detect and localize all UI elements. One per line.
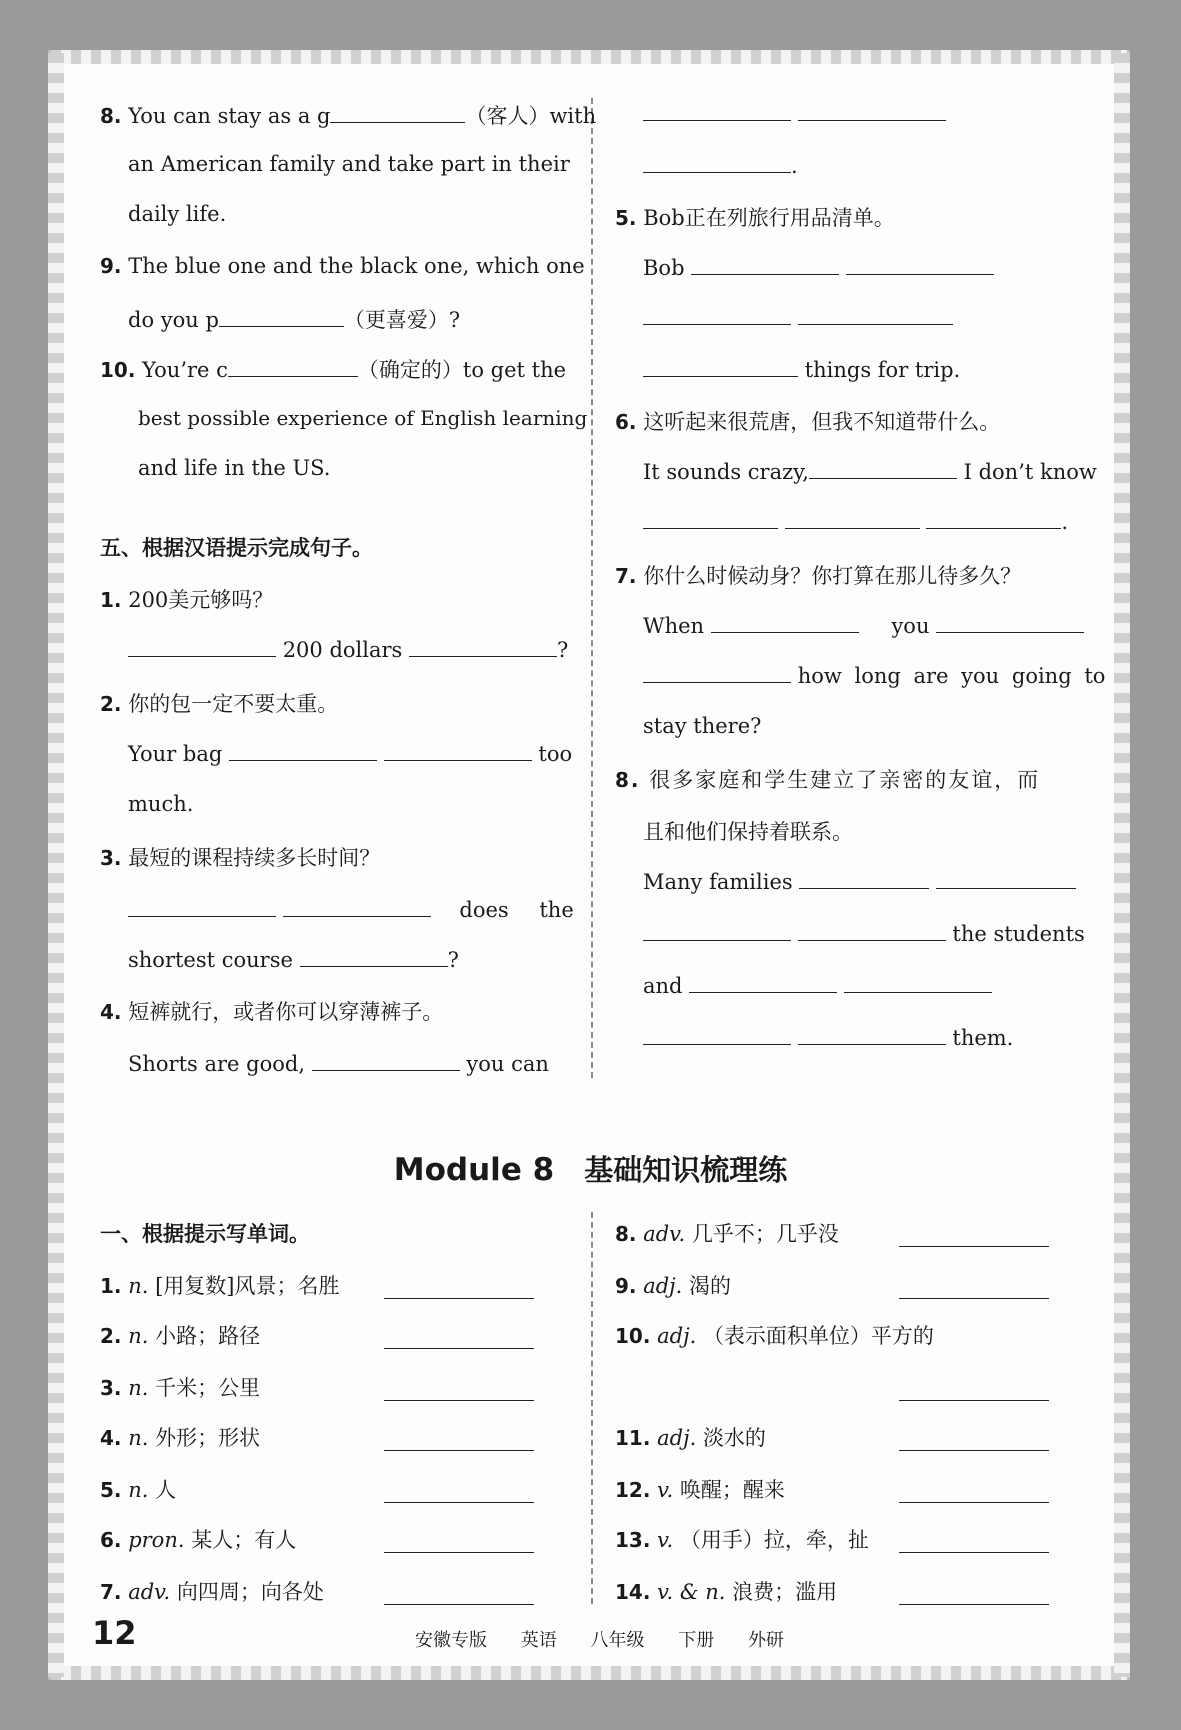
part-of-speech: adv. <box>636 1222 692 1246</box>
answer-blank[interactable] <box>128 636 276 657</box>
answer-blank[interactable] <box>229 740 377 761</box>
vocab-number: 9. <box>615 1274 637 1298</box>
vocab-item <box>615 1270 731 1300</box>
vocab-item <box>615 1218 839 1248</box>
answer-blank[interactable] <box>799 868 929 889</box>
answer-blank[interactable] <box>643 508 778 529</box>
sentence-4-continued <box>643 100 946 126</box>
column-divider-bottom <box>591 1212 593 1604</box>
answer-blank[interactable] <box>643 1024 791 1045</box>
answer-blank[interactable] <box>691 254 839 275</box>
part-of-speech: v. <box>650 1478 680 1502</box>
answer-blank[interactable] <box>926 508 1061 529</box>
question-10: 10. You’re c （确定的）to get the <box>100 358 567 382</box>
footer-info: 安徽专版 英语 八年级 下册 外研 <box>415 1630 784 1651</box>
vocab-meaning: 外形；形状 <box>155 1426 261 1450</box>
answer-blank[interactable] <box>899 1604 1049 1605</box>
question-10-line2: best possible experience of English learning <box>138 406 588 430</box>
sentence-5-line2 <box>643 304 953 330</box>
vocab-meaning: 某人；有人 <box>191 1528 297 1552</box>
vocab-item <box>100 1372 260 1402</box>
part-of-speech: v. <box>650 1528 680 1552</box>
decorative-border-left <box>48 53 64 1677</box>
answer-blank[interactable] <box>844 972 992 993</box>
answer-blank[interactable] <box>798 1024 946 1045</box>
answer-blank[interactable] <box>899 1246 1049 1247</box>
answer-blank[interactable] <box>409 636 557 657</box>
vocab-meaning: 淡水的 <box>702 1426 766 1450</box>
answer-blank[interactable] <box>384 1450 534 1451</box>
answer-blank[interactable] <box>899 1400 1049 1401</box>
sentence-6-answer: It sounds crazy, I don’t know <box>643 460 1097 484</box>
vocab-item <box>100 1320 260 1350</box>
vocab-item <box>100 1270 339 1300</box>
answer-blank[interactable] <box>936 868 1076 889</box>
column-divider-top <box>591 98 593 1078</box>
answer-blank[interactable] <box>228 356 358 377</box>
sentence-8-prompt: 8. 很多家庭和学生建立了亲密的友谊，而 <box>615 768 1041 792</box>
answer-blank[interactable] <box>809 458 957 479</box>
vocab-number: 3. <box>100 1376 122 1400</box>
sentence-4-prompt: 4. 短裤就行，或者你可以穿薄裤子。 <box>100 1000 444 1024</box>
vocab-number: 13. <box>615 1528 651 1552</box>
question-8: 8. You can stay as a g （客人）with <box>100 104 597 128</box>
sentence-7-answer: When you <box>643 612 1084 638</box>
answer-blank[interactable] <box>219 306 344 327</box>
vocab-item <box>100 1422 260 1452</box>
answer-blank[interactable] <box>936 612 1084 633</box>
answer-blank[interactable] <box>643 304 791 325</box>
answer-blank[interactable] <box>785 508 920 529</box>
answer-blank[interactable] <box>643 356 798 377</box>
answer-blank[interactable] <box>899 1298 1049 1299</box>
decorative-border-right <box>1114 53 1130 1677</box>
answer-blank[interactable] <box>798 304 953 325</box>
answer-blank[interactable] <box>384 1604 534 1605</box>
sentence-5-answer: Bob <box>643 254 994 280</box>
vocab-number: 1. <box>100 1274 122 1298</box>
vocab-item <box>100 1524 296 1554</box>
part-of-speech: n. <box>121 1324 156 1348</box>
answer-blank[interactable] <box>899 1502 1049 1503</box>
vocab-item <box>100 1576 324 1606</box>
answer-blank[interactable] <box>643 662 791 683</box>
part-of-speech: v. & n. <box>650 1580 733 1604</box>
sentence-2-line2: much. <box>128 792 194 816</box>
sentence-8-prompt-line2: 且和他们保持着联系。 <box>643 820 853 844</box>
vocab-meaning: 浪费；滥用 <box>732 1580 838 1604</box>
part-of-speech: adj. <box>636 1274 690 1298</box>
answer-blank[interactable] <box>384 1400 534 1401</box>
answer-blank[interactable] <box>384 1348 534 1349</box>
section-1-title: 一、根据提示写单词。 <box>100 1222 310 1246</box>
vocab-number: 12. <box>615 1478 651 1502</box>
section-5-title: 五、根据汉语提示完成句子。 <box>100 536 373 560</box>
vocab-meaning: 几乎不；几乎没 <box>691 1222 839 1246</box>
part-of-speech: adj. <box>650 1324 703 1348</box>
vocab-item <box>100 1474 176 1504</box>
vocab-meaning: 渴的 <box>689 1274 732 1298</box>
vocab-number: 7. <box>100 1580 122 1604</box>
sentence-3-line2: shortest course ? <box>128 948 459 972</box>
vocab-meaning: [用复数]风景；名胜 <box>155 1274 340 1298</box>
decorative-border-bottom <box>51 1666 1127 1680</box>
part-of-speech: adj. <box>650 1426 703 1450</box>
sentence-8-line3: and <box>643 972 992 998</box>
sentence-1-prompt: 1. 200美元够吗？ <box>100 588 274 612</box>
decorative-border-top <box>51 50 1127 64</box>
vocab-item <box>615 1422 766 1452</box>
question-10-line3: and life in the US. <box>138 456 331 480</box>
vocab-item <box>615 1474 785 1504</box>
vocab-number: 5. <box>100 1478 122 1502</box>
part-of-speech: adv. <box>121 1580 177 1604</box>
answer-blank[interactable] <box>643 152 791 173</box>
vocab-meaning: 向四周；向各处 <box>176 1580 324 1604</box>
vocab-item <box>615 1576 837 1606</box>
sentence-4-answer: Shorts are good, you can <box>128 1052 549 1076</box>
question-9-line2: do you p （更喜爱）? <box>128 308 461 332</box>
answer-blank[interactable] <box>711 612 859 633</box>
vocab-item <box>615 1320 934 1350</box>
vocab-number: 10. <box>615 1324 651 1348</box>
answer-blank[interactable] <box>384 1552 534 1553</box>
module-title: Module 8 基础知识梳理练 <box>393 1152 788 1188</box>
vocab-number: 14. <box>615 1580 651 1604</box>
sentence-8-line4: them. <box>643 1024 1013 1050</box>
answer-blank[interactable] <box>283 896 431 917</box>
vocab-meaning: （用手）拉，牵，扯 <box>679 1528 869 1552</box>
sentence-2-answer: Your bag too <box>128 742 573 766</box>
question-9: 9. The blue one and the black one, which one <box>100 254 585 278</box>
sentence-5-line3: things for trip. <box>643 356 960 382</box>
part-of-speech: n. <box>121 1478 156 1502</box>
answer-blank[interactable] <box>846 254 994 275</box>
vocab-meaning: 唤醒；醒来 <box>679 1478 785 1502</box>
answer-blank[interactable] <box>384 1502 534 1503</box>
part-of-speech: n. <box>121 1376 156 1400</box>
sentence-6-line2: . <box>643 508 1068 534</box>
page-number: 12 <box>92 1614 137 1652</box>
part-of-speech: pron. <box>121 1528 192 1552</box>
answer-blank[interactable] <box>643 920 791 941</box>
answer-blank[interactable] <box>384 740 532 761</box>
sentence-8-line2: the students <box>643 920 1085 946</box>
answer-blank[interactable] <box>643 100 791 121</box>
answer-blank[interactable] <box>899 1552 1049 1553</box>
sentence-3-prompt: 3. 最短的课程持续多长时间？ <box>100 846 381 870</box>
vocab-number: 2. <box>100 1324 122 1348</box>
vocab-meaning: 小路；路径 <box>155 1324 261 1348</box>
sentence-7-line2: how long are you going to <box>643 662 1105 688</box>
answer-blank[interactable] <box>128 896 276 917</box>
answer-blank[interactable] <box>798 100 946 121</box>
vocab-number: 8. <box>615 1222 637 1246</box>
vocab-item <box>615 1524 869 1554</box>
question-8-line2: an American family and take part in their <box>128 152 570 176</box>
sentence-6-prompt: 6. 这听起来很荒唐，但我不知道带什么。 <box>615 410 1001 434</box>
vocab-meaning: 人 <box>155 1478 177 1502</box>
sentence-2-prompt: 2. 你的包一定不要太重。 <box>100 692 339 716</box>
answer-blank[interactable] <box>330 102 465 123</box>
sentence-4-continued-2: . <box>643 152 798 178</box>
part-of-speech: n. <box>121 1426 156 1450</box>
part-of-speech: n. <box>121 1274 156 1298</box>
answer-blank[interactable] <box>312 1050 460 1071</box>
answer-blank[interactable] <box>899 1450 1049 1451</box>
vocab-meaning: （表示面积单位）平方的 <box>702 1324 934 1348</box>
sentence-8-answer: Many families <box>643 868 1076 894</box>
sentence-1-answer: 200 dollars ? <box>128 636 568 662</box>
vocab-meaning: 千米；公里 <box>155 1376 261 1400</box>
sentence-7-prompt: 7. 你什么时候动身？你打算在那儿待多久？ <box>615 564 1022 588</box>
sentence-3-answer: does the <box>128 896 574 922</box>
sentence-7-line3: stay there? <box>643 714 762 738</box>
sentence-5-prompt: 5. Bob正在列旅行用品清单。 <box>615 206 895 230</box>
question-8-line3: daily life. <box>128 202 227 226</box>
answer-blank[interactable] <box>798 920 946 941</box>
answer-blank[interactable] <box>384 1298 534 1299</box>
answer-blank[interactable] <box>300 946 448 967</box>
answer-blank[interactable] <box>689 972 837 993</box>
vocab-number: 4. <box>100 1426 122 1450</box>
vocab-number: 11. <box>615 1426 651 1450</box>
vocab-number: 6. <box>100 1528 122 1552</box>
